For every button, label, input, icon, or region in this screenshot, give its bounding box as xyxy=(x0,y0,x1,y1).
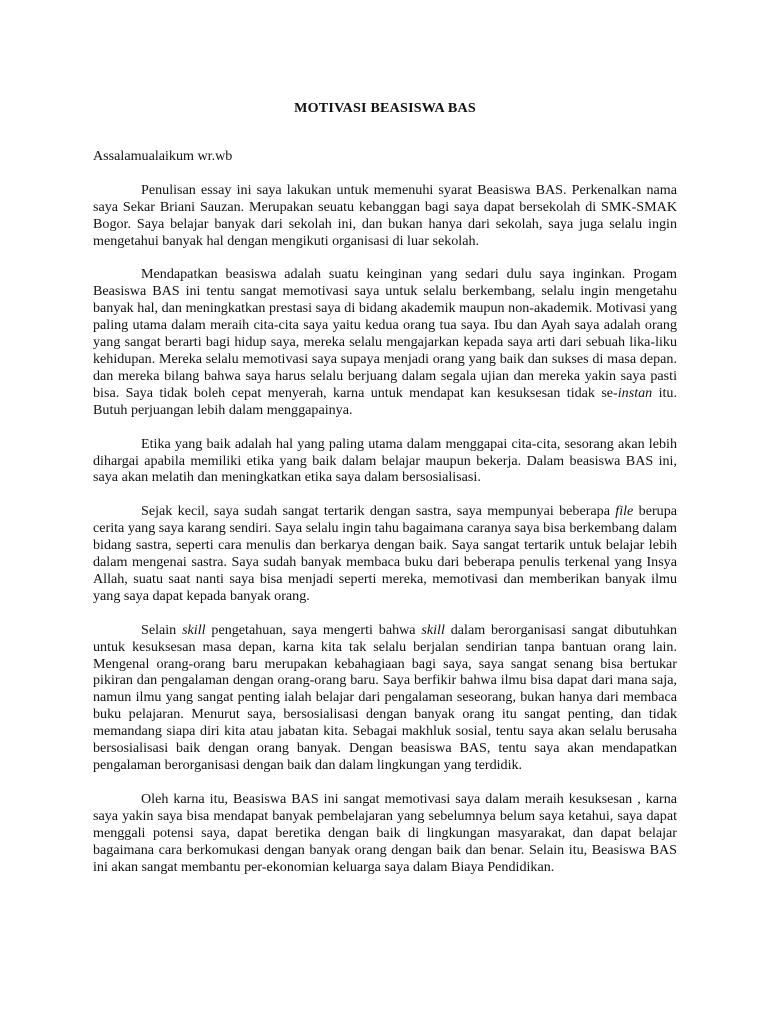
paragraph-text: Selain xyxy=(141,621,183,638)
paragraph-text: pengetahuan, saya mengerti bahwa xyxy=(205,621,422,638)
salutation: Assalamualaikum wr.wb xyxy=(93,147,233,164)
paragraph-text: dalam berorganisasi sangat dibutuhkan untuk kesuksesan masa depan, karna kita tak selalu berjalan sendirian tanpa bantuan orang lain. Mengenal orang-orang baru merupakan kebahagiaan bagi saya, saya sangat senang bisa bertukar pikiran dan pengalaman dengan orang-orang baru. Saya berfikir bahwa ilmu bisa dapat dari mana saja, namun ilmu yang sangat penting ialah belajar dari pengalaman seseorang, bukan hanya dari membaca buku pelajaran. Menurut saya, bersosialisasi dengan banyak orang itu sangat penting, dan tidak memandang siapa diri kita atau jabatan kita. Sebagai makhluk sosial, tentu saya akan selalu berusaha bersosialisasi baik dengan orang banyak. Dengan beasiswa BAS, tentu saya akan mendapatkan pengalaman berorganisasi dengan baik dan dalam lingkungan yang terdidik. xyxy=(93,621,677,773)
italic-word: skill xyxy=(182,621,206,638)
paragraph-2 xyxy=(93,266,677,418)
paragraph-3 xyxy=(93,436,677,487)
italic-word: skill xyxy=(421,621,445,638)
paragraph-text: itu. Butuh perjuangan lebih dalam menggapainya. xyxy=(93,384,677,418)
paragraph-4 xyxy=(93,503,677,604)
paragraph-text: berupa cerita yang saya karang sendiri. Saya selalu ingin tahu bagaimana caranya saya bisa berkembang dalam bidang sastra, seperti cara menulis dan berkarya dengan baik. Saya sangat tertarik untuk belajar lebih dalam mengenai sastra. Saya sudah banyak membaca buku dari beberapa penulis terkenal yang Insya Allah, suatu saat nanti saya bisa menjadi seperti mereka, memotivasi dan memberikan banyak ilmu yang saya dapat kepada banyak orang. xyxy=(93,503,677,604)
paragraph-text: Sejak kecil, saya sudah sangat tertarik dengan sastra, saya mempunyai beberapa xyxy=(141,503,616,520)
paragraph-text: Mendapatkan beasiswa adalah suatu keinginan yang sedari dulu saya inginkan. Progam Beasiswa BAS ini tentu sangat memotivasi saya untuk selalu berkembang, selalu ingin mengetahu banyak hal, dan meningkatkan prestasi saya di bidang akademik maupun non-akademik. Motivasi yang paling utama dalam meraih cita-cita saya yaitu kedua orang tua saya. Ibu dan Ayah saya adalah orang yang sangat berarti bagi hidup saya, mereka selalu mengajarkan kepada saya arti dari sebuah lika-liku kehidupan. Mereka selalu memotivasi saya supaya menjadi orang yang baik dan sukses di masa depan. dan mereka bilang bahwa saya harus selalu berjuang dalam segala ujian dan mereka yakin saya pasti bisa. Saya tidak boleh cepat menyerah, karna untuk mendapat kan kesuksesan tidak se- xyxy=(93,266,677,401)
paragraph-text: Penulisan essay ini saya lakukan untuk memenuhi syarat Beasiswa BAS. Perkenalkan nama saya Sekar Briani Sauzan. Merupakan seuatu kebanggan bagi saya dapat bersekolah di SMK-SMAK Bogor. Saya belajar banyak dari sekolah ini, dan bukan hanya dari sekolah, saya juga selalu ingin mengetahui banyak hal dengan mengikuti organisasi di luar sekolah. xyxy=(93,181,677,249)
document-page xyxy=(93,100,677,892)
italic-word: file xyxy=(615,503,634,520)
document-title: MOTIVASI BEASISWA BAS xyxy=(294,100,476,116)
paragraph-text: Etika yang baik adalah hal yang paling utama dalam menggapai cita-cita, sesorang akan lebih dihargai apabila memiliki etika yang baik dalam belajar maupun bekerja. Dalam beasiswa BAS ini, saya akan melatih dan meningkatkan etika saya dalam bersosialisasi. xyxy=(93,435,677,486)
paragraph-5 xyxy=(93,622,677,774)
italic-word: instan xyxy=(617,384,653,401)
paragraph-6 xyxy=(93,791,677,876)
paragraph-text: Oleh karna itu, Beasiswa BAS ini sangat memotivasi saya dalam meraih kesuksesan , karna saya yakin saya bisa mendapat banyak pembelajaran yang sebelumnya belum saya ketahui, saya dapat menggali potensi saya, dapat beretika dengan baik di lingkungan masyarakat, dan dapat belajar bagaimana cara berkomukasi dengan banyak orang dengan baik dan benar. Selain itu, Beasiswa BAS ini akan sangat membantu per-ekonomian keluarga saya dalam Biaya Pendidikan. xyxy=(93,790,677,875)
paragraph-1 xyxy=(93,182,677,250)
